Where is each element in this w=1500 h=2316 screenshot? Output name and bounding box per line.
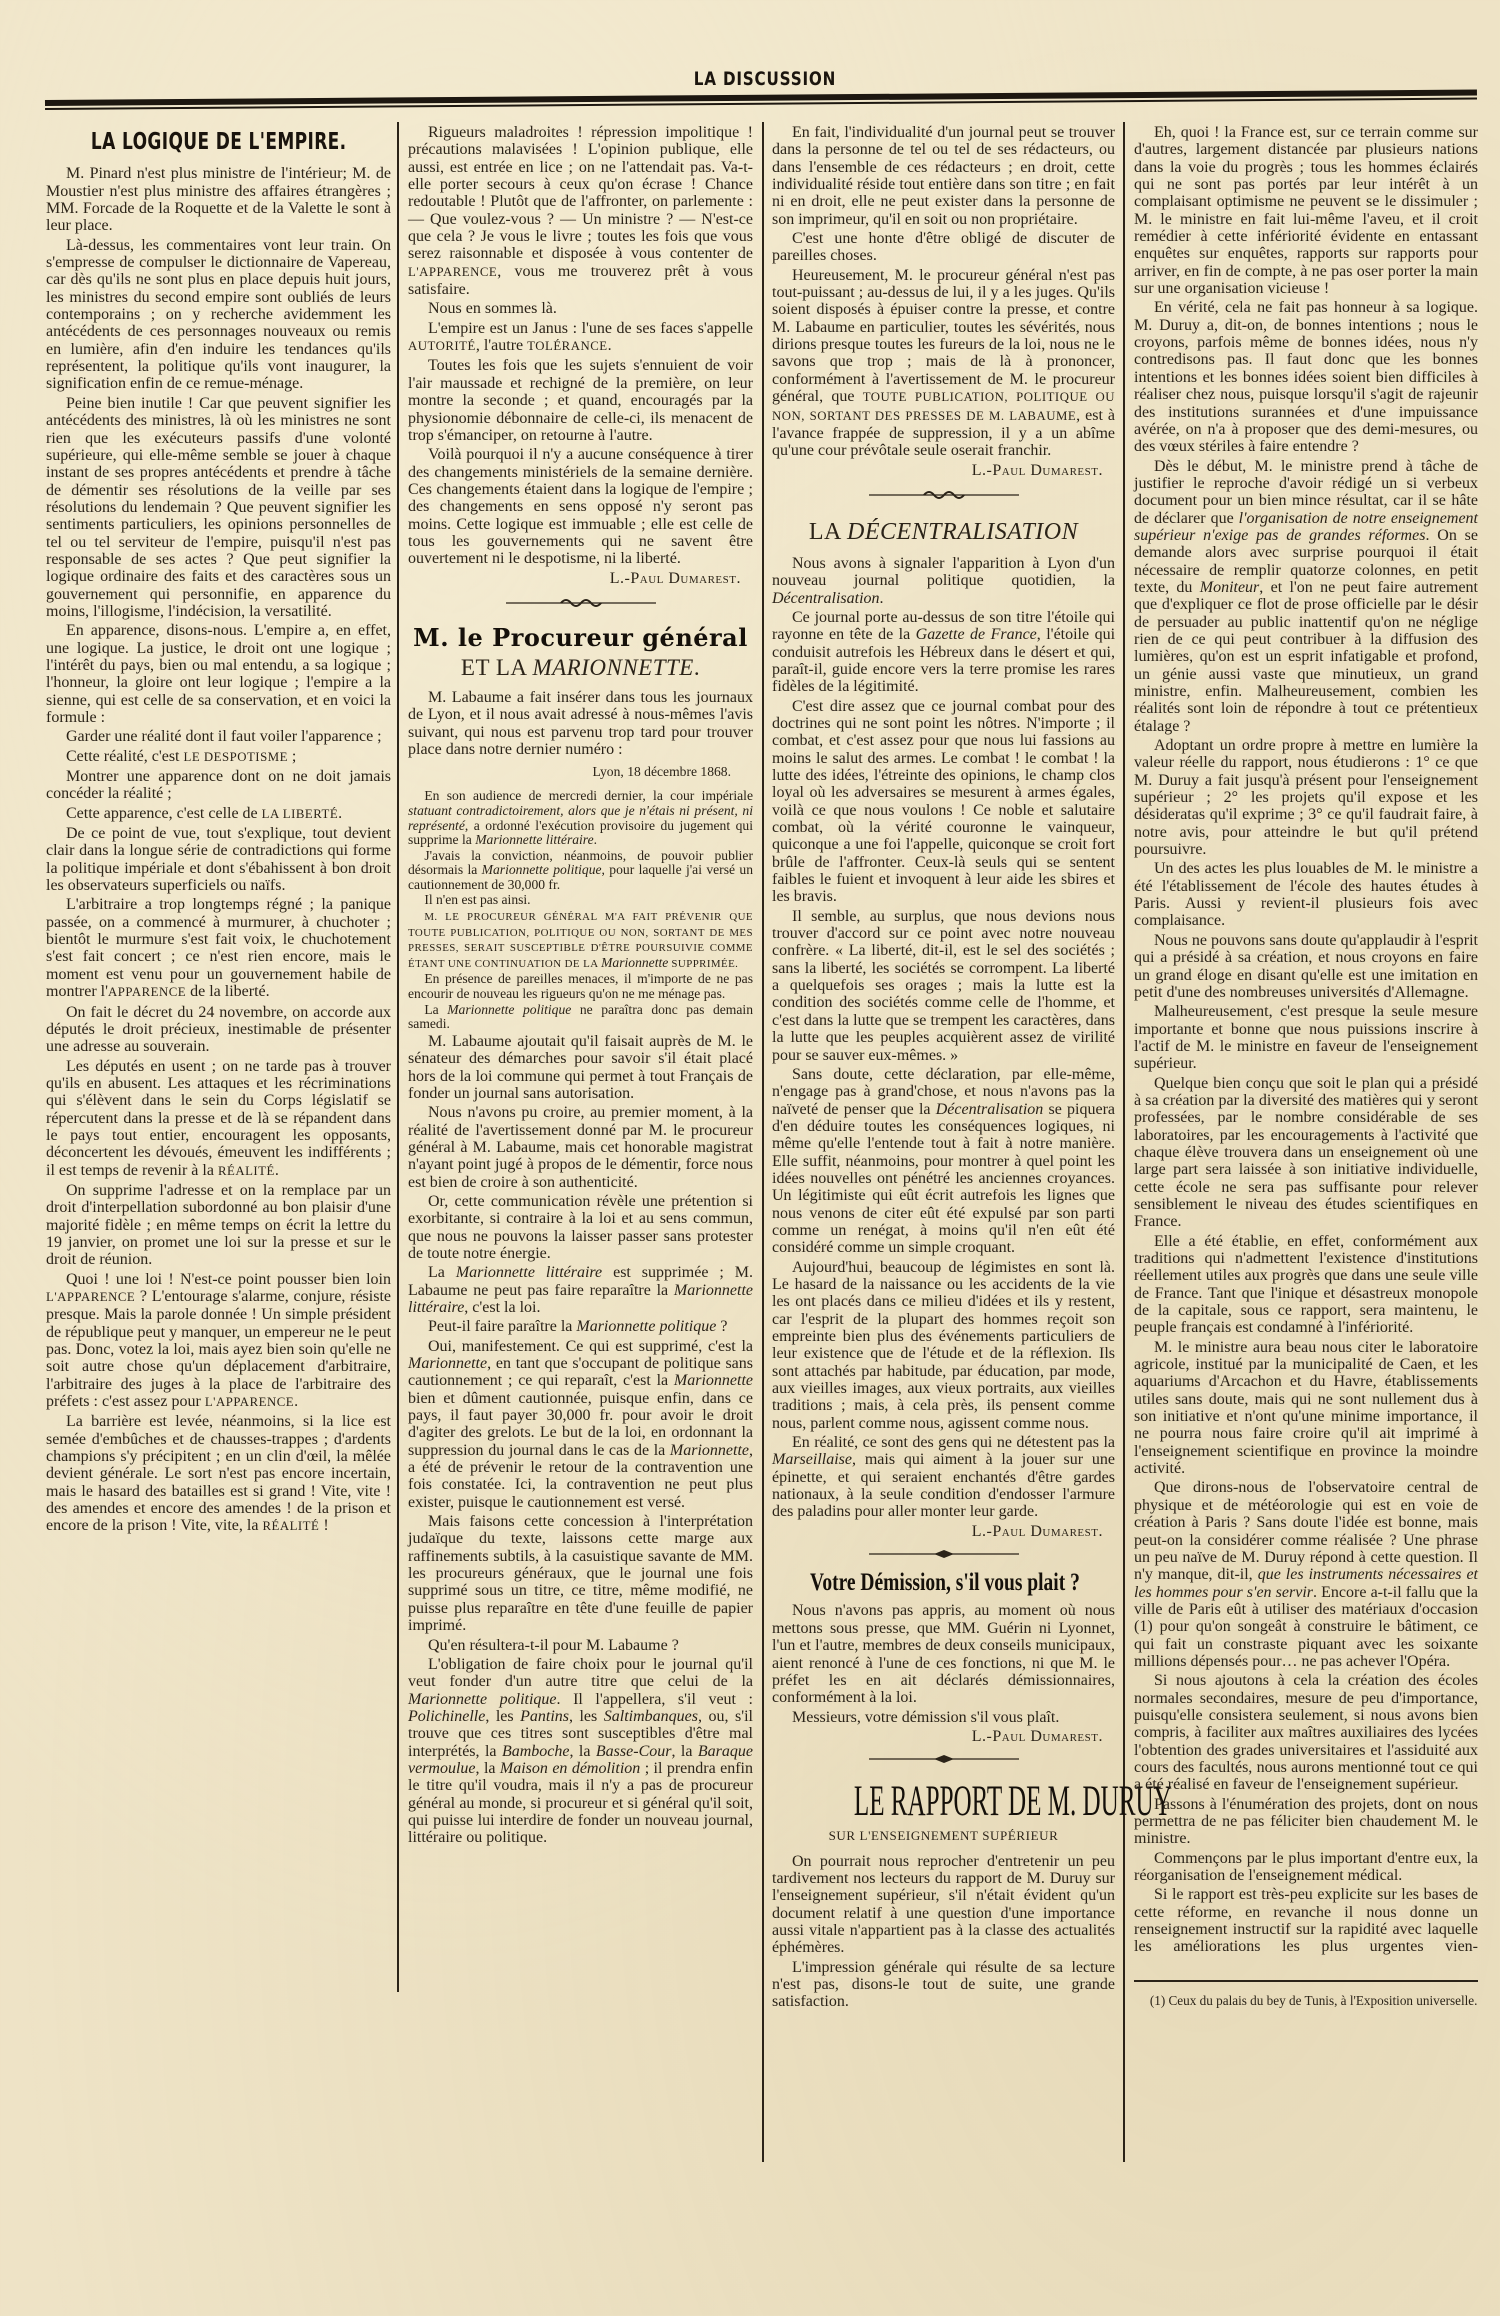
text-run: Peut-il faire paraître la (428, 1318, 577, 1336)
dateline: Lyon, 18 décembre 1868. (592, 764, 731, 780)
text-run: . (593, 832, 598, 848)
text-run: ; il prendra enfin le titre qu'il voudra, mais il n'y a pas de procureur général au monde, si procureur et si général qu'il soit, qui puisse lui interdire de fonder un nouveau journal, littéraire ou politique. (408, 1759, 753, 1847)
text-run: , les (485, 1707, 521, 1725)
paragraph: Commençons par le plus important d'entre eux, la réorganisation de l'enseignement médical. (1134, 1849, 1478, 1885)
small-caps-run: LE DESPOTISME (183, 749, 288, 764)
paragraph (408, 1656, 753, 1847)
text-run: est supprimée ; M. Labaume ne peut pas faire reparaître la (408, 1264, 754, 1299)
signature: L.-Paul Dumarest. (971, 1522, 1103, 1540)
column-2 (408, 124, 753, 1849)
article-kicker: SUR L'ENSEIGNEMENT SUPÉRIEUR (828, 1828, 1059, 1844)
text-run: . (693, 654, 701, 680)
quoted-letter-paragraph (408, 849, 753, 893)
text-run: . Il l'appellera, s'il veut : (556, 1690, 753, 1708)
paragraph: Montrer une apparence dont on ne doit jamais concéder la réalité ; (46, 768, 391, 803)
rule-divider (772, 1546, 1115, 1568)
italic-run: Marionnette littéraire (475, 832, 594, 848)
text-run: Nous avons à signaler l'apparition à Lyon d'un nouveau journal politique quotidien, la (772, 554, 1115, 590)
article-headline (772, 517, 1115, 547)
headline-text: LE RAPPORT DE M. DURUY (853, 1777, 1172, 1826)
rule-divider (772, 1751, 1115, 1773)
paragraph: Qu'en résultera-t-il pour M. Labaume ? (428, 1636, 679, 1654)
italic-run: Marionnette politique (447, 1001, 572, 1017)
paragraph (772, 1434, 1115, 1521)
signature: L.-Paul Dumarest. (609, 569, 741, 587)
paragraph: Nous ne pouvons sans doute qu'applaudir à l'esprit qui a présidé à sa création, et nous croyons en faire un grand éloge en disant qu'elle est une imitation en petit d'une des nombreuses universités d'Allemagne. (1134, 931, 1478, 1001)
italic-run: Marionnette politique (481, 862, 602, 878)
text-run: , la (475, 1759, 500, 1777)
italic-run: Maison en démolition (499, 1759, 641, 1777)
text-run: , vous me trouverez prêt à vous satisfaire. (408, 262, 753, 299)
column-1 (46, 124, 391, 1538)
flourish-icon (869, 485, 1019, 505)
italic-run: Marionnette (673, 1372, 753, 1390)
article-headline (46, 129, 391, 155)
text-run: L'empire est un Janus : l'une de ses faces s'appelle (428, 319, 753, 337)
paragraph: M. Labaume ajoutait qu'il faisait auprès de M. le sénateur des démarches pour savoir s'il était placé hors de la loi commune qui permet à tout Français de fonder un journal sans autorisation. (408, 1032, 753, 1102)
paragraph: Malheureusement, c'est presque la seule mesure importante et bonne que nous puissions inscrire à l'actif de M. le ministre en faveur de l'enseignement supérieur. (1134, 1003, 1478, 1073)
small-caps-run: APPARENCE (107, 985, 187, 1000)
text-run: . (338, 804, 343, 822)
small-caps-run: SUPPRIMÉE. (668, 957, 739, 970)
column-divider (1123, 122, 1125, 2162)
paragraph: Adoptant un ordre propre à mettre en lumière la valeur réelle du rapport, nous étudierons : 1° ce que M. Duruy a fait jusqu'à présent pour l'enseignement supérieur ; 2° les projets qu'il expose et les désideratas qu'il exprime ; 3° ce qu'il faudrait faire, à notre avis, pour atteindre le but qu'il prétend poursuivre. (1134, 737, 1478, 859)
paragraph: Si le rapport est très-peu explicite sur les bases de cette réforme, en revanche il nous donne un renseignement instructif sur la rapidité avec laquelle les améliorations les plus urgentes vien- (1134, 1886, 1478, 1956)
text-run: La (424, 1001, 448, 1017)
paragraph: Mais faisons cette concession à l'interprétation judaïque du texte, laissons cette marge aux raffinements subtils, à la casuistique savante de MM. les procureurs généraux, que le journal une fois supprimé sous un titre, ce titre, même modifié, ne puisse plus reparaître en tête d'une feuille de papier imprimé. (408, 1513, 753, 1635)
text-run: ET LA (460, 654, 533, 680)
text-run: bien et dûment cautionnée, puisque enfin, dans ce pays, il faut payer 30,000 fr. pour avoir le droit d'agiter des grelots. Le but de la loi, en ordonnant la suppression du journal dans le cas de la (408, 1389, 753, 1459)
quoted-letter-paragraph: En présence de pareilles menaces, il m'importe de ne pas encourir de nouveau les rigueurs qu'on ne me ménage pas. (408, 971, 753, 1002)
italic-run: Marionnette (601, 954, 669, 970)
paragraph (772, 267, 1115, 460)
quoted-letter-paragraph: Il n'en est pas ainsi. (424, 892, 531, 908)
text-run: LA (808, 518, 848, 545)
text-run: , ou, s'il trouve que ces titres sont susceptibles d'être mal interprétés, la (408, 1707, 753, 1760)
footnote: (1) Ceux du palais du bey de Tunis, à l'Exposition universelle. (1149, 1992, 1478, 2008)
small-caps-run: L'APPARENCE (204, 1395, 295, 1410)
text-run: Cette réalité, c'est (66, 747, 184, 765)
article-headline (772, 1777, 1172, 1826)
paragraph (408, 124, 753, 298)
italic-run: DÉCENTRALISATION (847, 518, 1079, 545)
small-caps-run: RÉALITÉ (262, 1519, 320, 1534)
paragraph: M. Labaume a fait insérer dans tous les journaux de Lyon, et il nous avait adressé à nous-mêmes l'avis suivant, qui nous est parvenu trop tard pour trouver place dans notre dernier numéro : (408, 688, 753, 758)
column-divider (397, 122, 399, 1992)
italic-run: Saltimbanques (603, 1707, 698, 1725)
text-run: , l'étoile qui conduisit autrefois les Hébreux dans le désert et qui, paraît-il, guide encore vers la terre promise les rares fidèles de la légitimité. (772, 626, 1116, 696)
small-caps-run: RÉALITÉ (217, 1163, 275, 1178)
text-run: Cette apparence, c'est celle de (66, 804, 262, 822)
paragraph: Quelque bien conçu que soit le plan qui a présidé à sa création par la diversité des matières qui y seront professées, par le nombre considérable de ses laboratoires, par les encouragements à l'activité que chaque élève trouvera dans un enseignement où une large part sera laissée à son initiative individuelle, cette école ne sera pas suffisante pour relever sensiblement le niveau des études scientifiques en France. (1134, 1074, 1478, 1231)
text-run: Quoi ! une loi ! N'est-ce point pousser bien loin (66, 1270, 391, 1288)
italic-run: statuant contradictoirement, alors que je n'étais ni présent, ni représenté (408, 802, 753, 833)
text-run: Heureusement, M. le procureur général n'est pas tout-puissant ; au-dessus de lui, il y a les juges. Qu'ils soient disposés à épuiser contre la presse, et contre M. Labaume en particulier, toutes les sévérités, nous dirions presque toutes les fureurs de la loi, nous ne le savons que trop ; mais de là à prononcer, conformément à l'avertissement de M. le procureur général, que (772, 266, 1115, 406)
quoted-letter-paragraph (408, 1003, 753, 1032)
quoted-letter-paragraph (408, 909, 753, 971)
text-run: La barrière est levée, néanmoins, si la lice est semée d'embûches et de chausses-trappes ; d'ardents champions s'y précipitent ; en un clin d'œil, la mêlée devient générale. Le sort n'est pas encore incertain, mais le hasard des batailles est si grand ! Vite, vite ! des amendes et encore des amendes ! de la prison et encore de la prison ! Vite, vite, la (46, 1413, 391, 1535)
paragraph (46, 748, 391, 766)
column-3 (772, 124, 1172, 2013)
italic-run: Marionnette politique (576, 1318, 717, 1336)
italic-run: Marionnette (669, 1441, 749, 1459)
italic-run: Polichinelle (408, 1707, 486, 1725)
paragraph: En apparence, disons-nous. L'empire a, en effet, une logique. La justice, le droit ont une logique ; l'intérêt du pays, bien ou mal entendu, a sa logique ; l'honneur, la gloire ont leur logique ; l'empire a la sienne, qui est celle de sa conservation, et en voici la formule : (46, 622, 391, 726)
article-headline (772, 1569, 1115, 1597)
article-subheadline (408, 653, 753, 683)
paragraph: L'impression générale qui résulte de sa lecture n'est pas, disons-le tout de suite, une grande satisfaction. (772, 1958, 1115, 2011)
italic-run: Gazette de France (915, 626, 1037, 644)
paragraph: Peine bien inutile ! Car que peuvent signifier les antécédents des ministres, là où les ministres ne sont rien que les exécuteurs passifs d'une volonté supérieure, qui elle-même semble se jouer à chaque instant de ses propres antécédents et prendre à tâche de démentir ses résolutions de la veille par ses résolutions du lendemain ? Que peuvent signifier les sentiments particuliers, les opinions personnelles de tel ou tel serviteur de l'empire, puisqu'il n'est pas responsable de ses actes ? Que peut signifier la logique ordinaire des faits et des caractères sous un gouvernement qui personnifie, en apparence du moins, l'illogisme, l'indécision, la versatilité. (46, 394, 391, 620)
paragraph (408, 320, 753, 356)
paragraph (408, 1264, 753, 1316)
article-headline: M. le Procureur général (413, 622, 748, 652)
italic-run: Pantins (520, 1707, 569, 1725)
italic-run: Moniteur (1199, 578, 1260, 596)
italic-run: Marionnette politique (408, 1690, 557, 1708)
text-run: , est à l'avance frappée de suppression, il y a un abîme qu'une cour prévôtale seule oserait franchir. (772, 406, 1116, 460)
text-run: La (428, 1264, 456, 1282)
text-run: . Encore a-t-il fallu que la ville de Paris eût à utiliser des matériaux d'occasion (1) pour qu'on songeât à construire le bâtiment, ce qui fait un constraste piquant avec les soixante millions dépensés pour… ne pas achever l'Opéra. (1134, 1583, 1478, 1670)
paragraph: C'est dire assez que ce journal combat pour des doctrines qui ne sont point les nôtres. N'importe ; il combat, et c'est assez pour que nous lui fassions au moins le salut des armes. Le combat ! le combat ! la lutte des idées, l'étreinte des opinions, le champ clos loyal où les adversaires se mesurent à armes égales, voilà ce que nous voulons ! Ce noble et salutaire combat, où la vérité couronne le vainqueur, quiconque a une foi l'appelle, quiconque se croit fort brûle de l'affronter. Ceux-là seuls qui se sentent faibles le fuient et invoquent à leur aide les sbires et les bravis. (772, 697, 1115, 906)
signature: L.-Paul Dumarest. (971, 461, 1103, 479)
paragraph: En fait, l'individualité d'un journal peut se trouver dans la personne de tel ou tel de ses rédacteurs, ou dans l'ensemble de ces rédacteurs ; en droit, cette individualité réside tout entière dans son titre ; en fait ni en droit, elle ne peut exister dans la personne de son imprimeur, qu'il en soit ou non propriétaire. (772, 124, 1115, 228)
text-run: , la (569, 1742, 596, 1760)
paragraph (408, 1318, 753, 1335)
paragraph: Si nous ajoutons à cela la création des écoles normales secondaires, mesure de peu d'importance, puisqu'elle consistera seulement, si nous avons bien compris, à faciliter aux maîtres auxiliaires des lycées l'obtention des grades universitaires et l'assiduité aux cours des facultés, nous aurons mentionné tout ce qui a été réalisé en faveur de l'enseignement supérieur. (1134, 1672, 1478, 1794)
paragraph (46, 1271, 391, 1412)
text-run: ? L'entourage s'alarme, conjure, résiste presque. Mais la parole donnée ! Un simple président de république peut y manquer, un empereur ne le peut pas. Donc, votez la loi, mais ayez bien soin qu'elle ne soit autre chose qu'un déplacement d'arbitraire, l'arbitraire des juges à la place de l'arbitraire des préfets : c'est assez pour (46, 1288, 392, 1411)
italic-run: Marseillaise (772, 1451, 852, 1469)
text-run: , la (671, 1742, 698, 1760)
text-run: , en tant que s'occupant de politique sans cautionnement ; ce qui reparaît, c'est la (408, 1355, 753, 1390)
paragraph: Il semble, au surplus, que nous devions nous trouver d'accord sur ce point avec notre nouveau confrère. « La liberté, dit-il, est le sel des sociétés ; sans la liberté, les sociétés se corrompent. La liberté a quelquefois ses orages ; mais la lutte est la condition des sociétés comme celle de l'homme, et c'est dans la lutte que se trempent les caractères, dans la lutte que les peuples acquièrent assez de virilité pour se sauver eux-mêmes. » (772, 907, 1115, 1064)
footnote-rule (1134, 1980, 1478, 1982)
paragraph: Voilà pourquoi il n'y a aucune conséquence à tirer des changements ministériels de la semaine dernière. Ces changements étaient dans la logique de l'empire ; des changements en sens opposé n'y seront pas moins. Cette logique est immuable ; elle est celle de tous les gouvernements qui ne savent être ouvertement ni le despotisme, ni la liberté. (408, 446, 753, 568)
paragraph: On pourrait nous reprocher d'entretenir un peu tardivement nos lecteurs du rapport de M. Duruy sur l'enseignement supérieur, s'il n'était évident qu'un document relatif à une question d'une importance aussi vitale n'appartient pas à la classe des actualités éphémères. (772, 1852, 1115, 1957)
text-run: Oui, manifestement. Ce qui est supprimé, c'est la (428, 1337, 753, 1355)
quoted-letter-paragraph (408, 789, 753, 847)
text-run: Ce journal porte au-dessus de son titre l'étoile qui rayonne en tête de la (772, 608, 1115, 644)
headline-text: LA LOGIQUE DE L'EMPIRE. (90, 129, 347, 155)
text-run: , a ordonné l'exécution provisoire du jugement qui supprime la (408, 817, 753, 848)
text-run: , l'autre (475, 337, 528, 355)
paragraph: Nous n'avons pas appris, au moment où nous mettons sous presse, que MM. Guérin ni Lyonnet, l'un et l'autre, membres de deux conseils municipaux, aient renoncé à l'une de ces fonctions, ni que M. le préfet les en ait déclarés démissionnaires, conformément à la loi. (772, 1602, 1115, 1707)
text-run: , et l'on ne peut faire autrement que d'expliquer ce flot de prose officielle par le désir de persuader au public inattentif qu'on ne néglige rien de ce qui peut contribuer à la diffusion des lumières, qu'on est un esprit infatigable et profond, un génie aussi vaste que minutieux, un grand ministre, enfin. Malheureusement, combien les réalités sont loin de répondre à tout ce prétentieux étalage ? (1134, 578, 1478, 735)
paragraph: Là-dessus, les commentaires vont leur train. On s'empresse de compulser le dictionnaire de Vapereau, car dès qu'ils ne sont plus en place depuis huit jours, les ministres du second empire sont oubliés de leurs contemporains ; on y recherche avidemment les antécédents de ces personnages nouveaux ou remis en lumière, afin d'en induire les tendances qu'ils représentent, la politique qu'ils vont inaugurer, la signification enfin de ce remue-ménage. (46, 236, 391, 393)
paragraph (772, 555, 1115, 607)
diamond-rule-icon (869, 1751, 1019, 1767)
italic-run: Basse-Cour (595, 1742, 672, 1760)
text-run: , a été de prévenir le retour de la contravention une fois constatée. Ici, la contravention ne peut plus exister, puisque le cautionnement est versé. (408, 1441, 753, 1511)
paragraph (1134, 458, 1478, 736)
paragraph: Passons à l'énumération des projets, dont on nous permettra de ne pas féliciter bien chaudement M. le ministre. (1134, 1795, 1478, 1848)
small-caps-run: M. LE PROCUREUR GÉNÉRAL M'A FAIT PRÉVENIR QUE TOUTE PUBLICATION, POLITIQUE OU NON, SORTANT DE MES PRESSES, SERAIT SUSCEPTIBLE D'ÊTRE POURSUIVIE COMME ÉTANT UNE CONTINUATION DE LA (408, 911, 753, 970)
italic-run: Bamboche (501, 1742, 570, 1760)
italic-run: Décentralisation (772, 589, 880, 607)
paragraph: Aujourd'hui, beaucoup de légimistes en sont là. Le hasard de la naissance ou les accidents de la vie les ont placés dans ce milieu d'idées et ils y restent, car l'esprit de la plupart des hommes reçoit son empreinte bien plus des événements particuliers de leur existence que de l'étude et de la réflexion. Ils sont attachés par habitude, par éducation, par mode, aux vieilles images, aux vieux portraits, aux vieilles traditions ; mais, à cela près, ils pensent comme nous, parlent comme nous, agissent comme nous. (772, 1258, 1115, 1432)
text-run: Les députés en usent ; on ne tarde pas à trouver qu'ils en abusent. Les attaques et les récriminations qui s'élèvent dans le sein du Corps législatif se répercutent dans la presse et de là se répandent dans le pays tout entier, encouragent les opposants, déconcertent les dévoués, émeuvent les indifférents ; il est temps de revenir à la (46, 1057, 391, 1179)
text-run: . On se demande alors avec surprise pourquoi il était nécessaire de remplir quatorze colonnes, en petit texte, du (1134, 526, 1479, 596)
paragraph: Or, cette communication révèle une prétention si exorbitante, si contraire à la loi et au sens commun, que nous ne pouvons la laisser passer sans protester de toute notre énergie. (408, 1192, 753, 1262)
italic-run: Baraque vermoulue (408, 1742, 753, 1777)
text-run: L'arbitraire a trop longtemps régné ; la panique passée, on a commencé à murmurer, à chuchoter ; bientôt le murmure s'est fait voix, le chuchotement s'est fait concert ; ce n'est rien encore, mais le moment est venu pour un gouvernement habile de montrer l' (46, 896, 391, 1001)
small-caps-run: TOUTE PUBLICATION, POLITIQUE OU NON, SORTANT DES PRESSES DE M. LABAUME (772, 390, 1115, 423)
paragraph (1134, 1479, 1478, 1670)
paragraph (772, 1066, 1115, 1257)
paragraph (46, 1413, 391, 1535)
paragraph: Toutes les fois que les sujets s'ennuient de voir l'air maussade et rechigné de la première, on leur montre la seconde ; et quand, encouragés par la physionomie débonnaire de celle-ci, ils menacent de trop s'émanciper, on retourne à l'autre. (408, 357, 753, 444)
text-run: de la liberté. (186, 983, 270, 1001)
text-run: , c'est la loi. (464, 1298, 541, 1316)
paragraph: De ce point de vue, tout s'explique, tout devient clair dans la longue série de contradictions qui forme la politique impériale et dont s'ébahissent à bon droit les observateurs superficiels ou naïfs. (46, 825, 391, 895)
paragraph: Eh, quoi ! la France est, sur ce terrain comme sur d'autres, largement distancée par plusieurs nations dans la voie du progrès ; tous les hommes éclairés qui ne sont pas portés par leur intérêt à un complaisant optimisme ne peuvent se le dissimuler ; M. le ministre en fait lui-même l'aveu, et il croit remédier à cette infériorité évidente en entassant enquêtes sur enquêtes, rapports sur rapports pour arriver, en fin de compte, à ne pas oser porter la main sur une organisation vicieuse ! (1134, 124, 1478, 298)
small-caps-run: TOLÉRANCE (527, 339, 608, 354)
column-4 (1134, 124, 1478, 2008)
small-caps-run: LA LIBERTÉ (261, 806, 339, 821)
italic-run: l'organisation de notre enseignement supérieur n'exige pas de grandes réformes (1134, 509, 1478, 544)
italic-run: Marionnette (408, 1355, 488, 1372)
ornament-divider (408, 593, 753, 619)
column-divider (762, 122, 764, 2162)
text-run: Que dirons-nous de l'observatoire central de physique et de météorologie qui est en voie de création à Paris ? Sans doute l'idée est bonne, mais peut-on la considérer comme réalisée ? Une phrase un peu naïve de M. Duruy répond à cette question. Il n'y manque, dit-il, (1134, 1479, 1478, 1584)
text-run: ; (287, 747, 297, 765)
paragraph (408, 1338, 753, 1511)
text-run: ? (716, 1318, 728, 1336)
small-caps-run: L'APPARENCE (408, 264, 498, 279)
paragraph: C'est une honte d'être obligé de discuter de pareilles choses. (772, 230, 1115, 265)
small-caps-run: L'APPARENCE (46, 1290, 136, 1304)
signature: L.-Paul Dumarest. (971, 1727, 1103, 1745)
paragraph (46, 1058, 391, 1180)
text-run: En réalité, ce sont des gens qui ne détestent pas la (792, 1434, 1115, 1452)
paragraph: Messieurs, votre démission s'il vous plaît. (792, 1708, 1060, 1726)
masthead (0, 68, 1500, 90)
newspaper-title: LA DISCUSSION (693, 68, 837, 90)
small-caps-run: AUTORITÉ (408, 339, 476, 354)
text-run: se piquera d'en déduire toutes les conséquences logiques, ni même qu'elle l'entende tout à fait à notre manière. Elle suffit, néanmoins, pour montrer à quel point les idées nouvelles ont pénétré les anciennes croyances. Un légitimiste qui eût écrit autrefois les lignes que nous venons de citer eût été expulsé par son parti comme un renégat, à moins qu'il n'en eût été considéré comme un simple croquant. (772, 1100, 1115, 1257)
ornament-divider (772, 485, 1115, 511)
paragraph (772, 609, 1115, 696)
italic-run: Décentralisation (935, 1100, 1044, 1118)
text-run: J'avais la conviction, néanmoins, de pouvoir publier désormais la (408, 847, 753, 878)
text-run: . (607, 337, 612, 355)
diamond-rule-icon (869, 1546, 1019, 1562)
paragraph: On supprime l'adresse et on la remplace par un droit d'interpellation subordonné au bon plaisir d'une majorité fidèle ; en même temps on écrit la lettre du 19 janvier, on promet une loi sur la presse et sur le droit de réunion. (46, 1181, 391, 1269)
paragraph (46, 896, 391, 1001)
paragraph: M. le ministre aura beau nous citer le laboratoire agricole, institué par la municipalité de Caen, et les aquariums d'Arcachon et du Havre, établissements utiles sans doute, mais qui ne sont nullement dus à son initiative et n'ont qu'une minime importance, il ne pourra nous faire croire qu'il ait imprimé à l'enseignement scientifique en province la moindre activité. (1134, 1338, 1478, 1478)
italic-run: Marionnette littéraire (455, 1264, 603, 1282)
headline-text: Votre Démission, s'il vous plait ? (810, 1569, 1080, 1597)
paragraph: M. Pinard n'est plus ministre de l'intérieur; M. de Moustier n'est plus ministre des affaires étrangères ; MM. Forcade de la Roquette et de la Valette le sont à leur place. (46, 165, 391, 235)
text-run: , mais qui aiment à la jouer sur une épinette, et qui seraient enchantés d'être gardes nationaux, à la seule condition d'endosser l'armure des paladins pour aller monter leur garde. (772, 1451, 1115, 1521)
text-run: L'obligation de faire choix pour le journal qu'il veut fonder d'un autre titre que celui de la (408, 1655, 753, 1691)
text-run: Dès le début, M. le ministre prend à tâche de justifier le reproche d'avoir rédigé un si verbeux document pour un bien mince résultat, car il se hâte de déclarer que (1134, 457, 1478, 527)
text-run: Rigueurs maladroites ! répression impolitique ! précautions malavisées ! L'opinion publique, elle aussi, est entrée en lice ; on ne l'attendait pas. Va-t-elle porter secours à ceux qu'on écrase ! Chance redoutable ! Plutôt que de l'affronter, on parlemente : — Que voulez-vous ? — Un ministre ? — N'est-ce que cela ? Je vous le livre ; toutes les fois que vous serez raisonnable et disposée à vous contenter de (408, 124, 753, 263)
italic-run: Marionnette littéraire (408, 1281, 753, 1316)
paragraph: En vérité, cela ne fait pas honneur à sa logique. M. Duruy a, dit-on, de bonnes intentions ; nous le croyons, parfois même de bonnes idées, nous n'y contredisons pas. Il faut donc que les bonnes intentions et les bonnes idées soient bien difficiles à réaliser chez nous, puisque lorsqu'il s'agit de rajeunir des institutions surannées et d'une impuissance avérée, on n'a à proposer que des demi-mesures, ou des vœux stériles à faire entendre ? (1134, 299, 1478, 456)
paragraph: Nous en sommes là. (428, 300, 557, 318)
text-run: ! (319, 1517, 329, 1535)
text-run: . (294, 1393, 299, 1411)
text-run: , les (568, 1707, 604, 1725)
text-run: , pour laquelle j'ai versé un cautionnement de 30,000 fr. (408, 862, 753, 892)
text-run: ne paraîtra donc pas demain samedi. (408, 1001, 753, 1032)
paragraph (46, 805, 391, 823)
text-run: Sans doute, cette déclaration, par elle-même, n'engage pas à grand'chose, et nous n'avons pas la naïveté de penser que la (772, 1065, 1115, 1118)
italic-run: MARIONNETTE (532, 654, 694, 680)
paragraph: Elle a été établie, en effet, conformément aux traditions qui n'admettent l'existence d'institutions réellement utiles aux progrès que dans une seule ville de France. Tant que l'inique et désastreux monopole de la capitale, sous ce rapport, sera maintenu, le peuple français est condamné à l'infériorité. (1134, 1232, 1478, 1337)
paragraph: Garder une réalité dont il faut voiler l'apparence ; (66, 728, 382, 746)
paragraph: Un des actes les plus louables de M. le ministre a été l'établissement de l'école des hautes études à Paris. Aussi y revient-il plusieurs fois avec complaisance. (1134, 860, 1478, 930)
flourish-icon (506, 593, 656, 613)
paragraph: On fait le décret du 24 novembre, on accorde aux députés le droit précieux, inestimable de présenter une adresse au souverain. (46, 1003, 391, 1056)
paragraph: Nous n'avons pu croire, au premier moment, à la réalité de l'avertissement donné par M. le procureur général à M. Labaume, mais cet honorable magistrat n'ayant point jugé à propos de le démentir, force nous est bien de croire à son authenticité. (408, 1104, 753, 1191)
text-run: En son audience de mercredi dernier, la cour impériale (424, 788, 753, 804)
text-run: . (274, 1161, 279, 1179)
text-run: . (879, 589, 884, 607)
masthead-rule (45, 90, 1477, 109)
italic-run: que les instruments nécessaires et les hommes pour s'en servir (1134, 1566, 1478, 1601)
